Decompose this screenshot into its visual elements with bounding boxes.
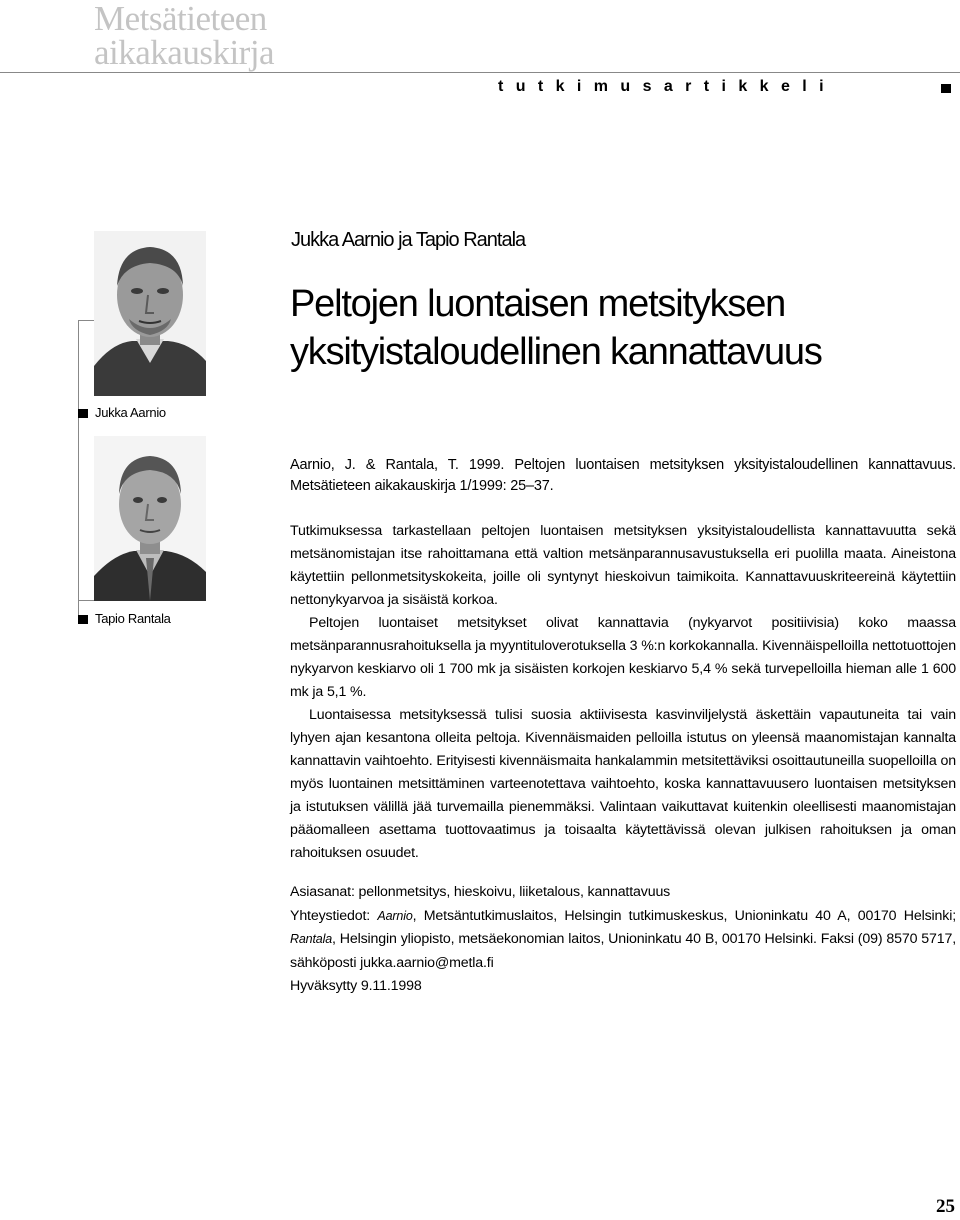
contact-address-rantala: , Helsingin yliopisto, metsäekonomian laitos, Unioninkatu 40 B, 00170 Helsinki. Faksi (09) 8570 5717, sähköposti jukka.aarnio@metla.fi	[290, 931, 956, 971]
contact-info	[290, 905, 956, 976]
author-photo-rantala	[94, 436, 206, 601]
section-label: tutkimusartikkeli	[498, 78, 836, 95]
journal-title	[94, 2, 274, 70]
contact-label: Yhteystiedot:	[290, 907, 371, 924]
keywords: Asiasanat: pellonmetsitys, hieskoivu, liiketalous, kannattavuus	[290, 884, 671, 900]
accepted-date: Hyväksytty 9.11.1998	[290, 978, 422, 994]
section-square-marker	[941, 84, 951, 93]
photo-bracket-bottom	[78, 600, 94, 601]
contact-name-aarnio: Aarnio	[377, 908, 413, 923]
photo-caption-rantala: Tapio Rantala	[95, 611, 171, 626]
photo-bracket-left-lower	[78, 414, 79, 620]
article-title	[290, 280, 950, 376]
abstract	[290, 520, 956, 865]
photo-caption-aarnio: Jukka Aarnio	[95, 405, 166, 420]
article-title-line2: yksityistaloudellinen kannattavuus	[290, 331, 822, 373]
caption-square-rantala	[78, 615, 88, 624]
contact-address-aarnio: , Metsäntutkimuslaitos, Helsingin tutkimuskeskus, Unioninkatu 40 A, 00170 Helsinki;	[412, 907, 956, 924]
journal-title-line2: aikakauskirja	[94, 33, 275, 72]
photo-bracket-left-upper	[78, 320, 79, 414]
journal-title-line1: Metsätieteen	[94, 0, 267, 38]
page-number: 25	[936, 1196, 955, 1217]
abstract-paragraph: Tutkimuksessa tarkastellaan peltojen luontaisen metsityksen yksityistaloudellista kannattavuutta sekä metsänomistajan itse rahoittamana että valtion metsänparannusavustuksella eri puolilla maata. Aineistona käytettiin pellonmetsityskokeita, joille oli syntynyt hieskoivun taimikoita. Kannattavuuskriteereinä käytettiin nettonykyarvoa ja sisäistä korkoa.	[290, 523, 956, 608]
author-photo-aarnio	[94, 231, 206, 396]
contact-name-rantala: Rantala	[290, 932, 333, 946]
photo-bracket-top	[78, 320, 94, 321]
article-title-line1: Peltojen luontaisen metsityksen	[290, 283, 786, 325]
header-rule	[0, 72, 960, 73]
article-meta	[290, 881, 956, 999]
abstract-paragraph: Luontaisessa metsityksessä tulisi suosia aktiivisesta kasvinviljelystä äskettäin vapautuneita tai vain lyhyen ajan kesantona olleita peltoja. Kivennäismaiden pelloilla istutus on yleensä maanomistajan kannalta kannattavin vaihtoehto. Erityisesti kivennäismaita hankalammin metsitettäviksi osoittautuneilla suopelloilla on myös luontainen metsittäminen varteenotettava vaihtoehto, koska kannattavuusero luontaisen metsityksen ja istutuksen välillä jää turvemailla pienemmäksi. Valintaan vaikuttavat kuitenkin oleellisesti maanomistajan pääomalleen asettama tuottovaatimus ja toisaalta käytettävissä olevan julkisen rahoituksen ja oman rahoituksen osuudet.	[290, 707, 956, 861]
article-citation: Aarnio, J. & Rantala, T. 1999. Peltojen luontaisen metsityksen yksityistaloudellinen kannattavuus. Metsätieteen aikakauskirja 1/1999: 25–37.	[290, 457, 956, 494]
abstract-paragraph: Peltojen luontaiset metsitykset olivat kannattavia (nykyarvot positiivisia) koko maassa metsänparannusrahoituksella ja myyntituloverotuksella 3 %:n korkokannalla. Kivennäispelloilla nettotuottojen nykyarvon keskiarvo oli 1 700 mk ja sisäisten korkojen keskiarvo 5,4 % sekä turvepelloilla hieman alle 1 600 mk ja 5,1 %.	[290, 615, 956, 700]
article-authors: Jukka Aarnio ja Tapio Rantala	[291, 229, 526, 251]
caption-square-aarnio	[78, 409, 88, 418]
